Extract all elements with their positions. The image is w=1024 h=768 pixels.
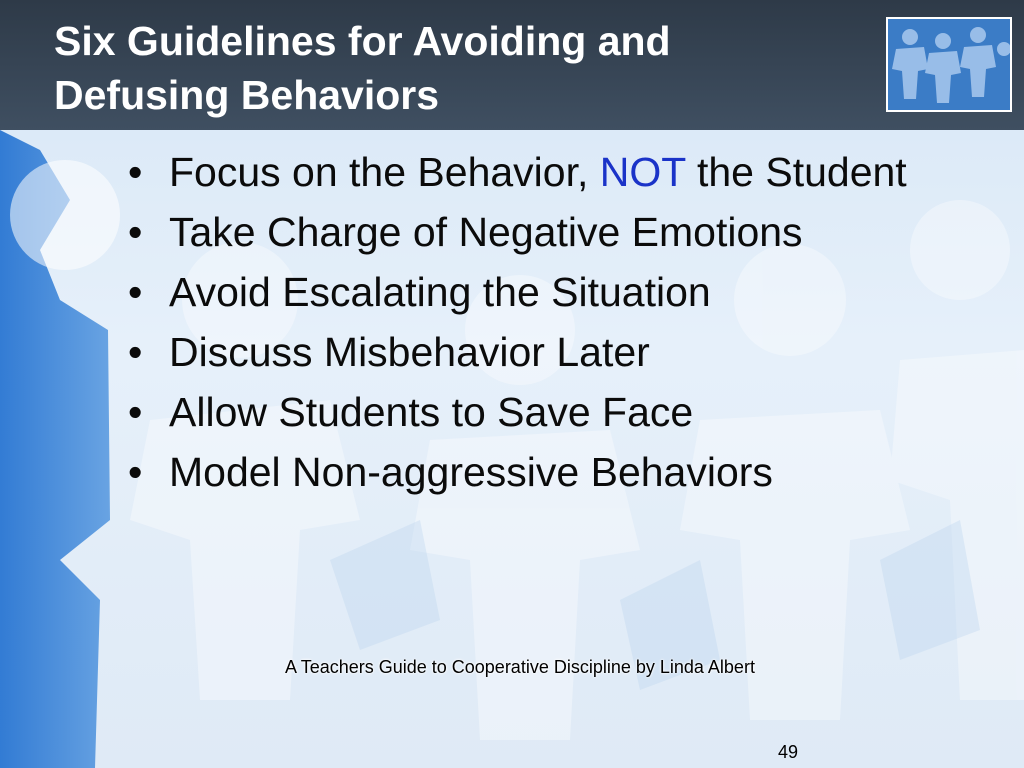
- bullet-marker: •: [128, 269, 143, 315]
- bullet-text: Model Non-aggressive Behaviors: [169, 449, 773, 495]
- bullet-accent-text: NOT: [599, 149, 686, 195]
- bullet-item-save-face: [126, 388, 926, 436]
- bullet-list: [126, 148, 926, 508]
- bullet-marker: •: [128, 329, 143, 375]
- title-bar: [0, 0, 1024, 130]
- source-citation: A Teachers Guide to Cooperative Discipline by Linda Albert: [285, 657, 755, 677]
- bullet-text: Discuss Misbehavior Later: [169, 329, 650, 375]
- bullet-item-focus-on-behavior: [126, 148, 926, 196]
- bullet-item-discuss-later: [126, 328, 926, 376]
- bullet-text-part: the Student: [685, 149, 907, 195]
- bullet-text: Allow Students to Save Face: [169, 389, 694, 435]
- bullet-marker: •: [128, 149, 143, 195]
- bullet-text: Avoid Escalating the Situation: [169, 269, 711, 315]
- bullet-item-model-behaviors: [126, 448, 926, 496]
- slide-title-line-1: Six Guidelines for Avoiding and: [54, 18, 671, 64]
- bullet-marker: •: [128, 389, 143, 435]
- bullet-item-take-charge: [126, 208, 926, 256]
- bullet-item-avoid-escalating: [126, 268, 926, 316]
- bullet-marker: •: [128, 209, 143, 255]
- page-number: 49: [778, 742, 799, 762]
- bullet-text-part: Focus on the Behavior,: [169, 149, 600, 195]
- slide-title-line-2: Defusing Behaviors: [54, 72, 440, 118]
- slide-title: [54, 14, 814, 122]
- paper-people-thumbnail-icon: [886, 17, 1012, 112]
- bullet-marker: •: [128, 449, 143, 495]
- bullet-text: Take Charge of Negative Emotions: [169, 209, 803, 255]
